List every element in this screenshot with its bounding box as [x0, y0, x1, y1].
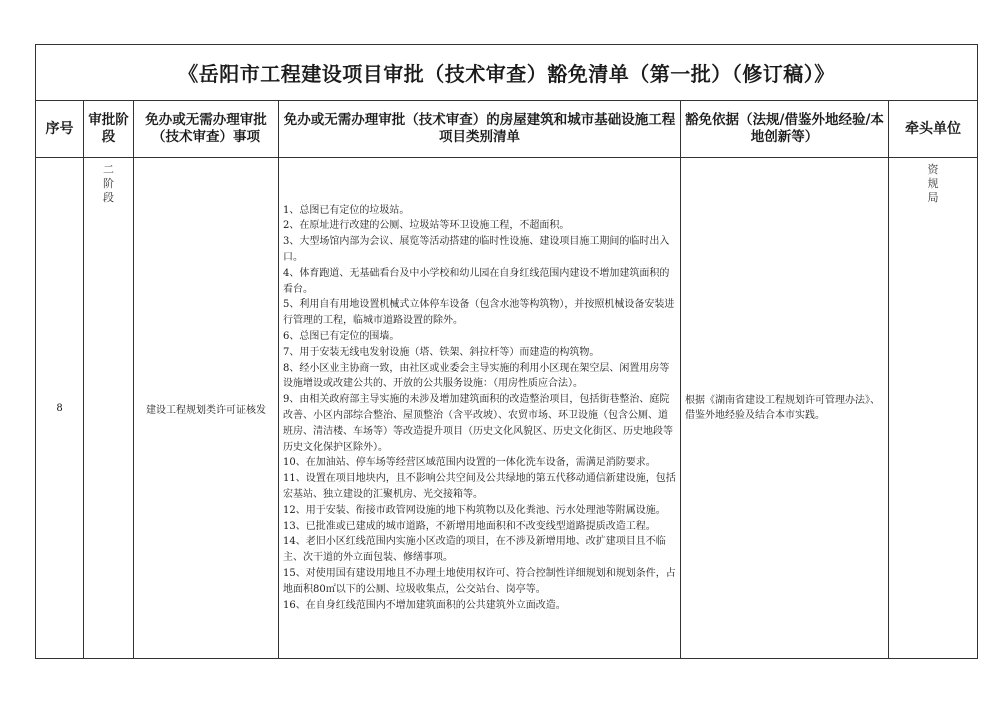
list-item: 9、由相关政府部主导实施的未涉及增加建筑面积的改造整治项目，包括街巷整治、庭院改善、小区内部综合整治、屋顶整治（含平改坡）、农贸市场、环卫设施（包含公厕、道班房、清洁楼、车场等）等改造提升项目（历史文化风貌区、历史文化街区、历史地段等历史文化保护区除外）。 [283, 394, 673, 453]
list-item: 1、总图已有定位的垃圾站。 [283, 204, 410, 216]
row-stage-cell [84, 158, 134, 659]
row-stage: 二阶段 [103, 163, 114, 204]
header-seq: 序号 [36, 101, 84, 158]
row-lead-cell [889, 158, 978, 659]
header-stage: 审批阶段 [84, 101, 134, 158]
list-item: 10、在加油站、停车场等经营区域范围内设置的一体化洗车设备，需满足消防要求。 [283, 457, 656, 469]
list-item: 14、老旧小区红线范围内实施小区改造的项目，在不涉及新增用地、改扩建项目且不临主、次干道的外立面包装、修缮事项。 [283, 536, 666, 564]
row-item: 建设工程规划类许可证核发 [134, 158, 279, 659]
list-item: 16、在自身红线范围内不增加建筑面积的公共建筑外立面改造。 [283, 599, 566, 611]
list-item: 15、对使用国有建设用地且不办理土地使用权许可、符合控制性详细规划和规划条件，占地面积80㎡以下的公厕、垃圾收集点，公交站台、岗亭等。 [283, 567, 676, 595]
list-item: 3、大型场馆内部为会议、展览等活动搭建的临时性设施、建设项目施工期间的临时出入口。 [283, 236, 670, 264]
list-item: 2、在原址进行改建的公厕、垃圾站等环卫设施工程，不超面积。 [283, 220, 570, 232]
list-item: 4、体育跑道、无基础看台及中小学校和幼儿园在自身红线范围内建设不增加建筑面积的看台。 [283, 267, 670, 295]
row-seq: 8 [36, 158, 84, 659]
row-basis: 根据《湖南省建设工程规划许可管理办法》、借鉴外地经验及结合本市实践。 [681, 158, 889, 659]
header-lead: 牵头单位 [889, 101, 978, 158]
list-item: 7、用于安装无线电发射设施（塔、铁架、斜拉杆等）而建造的构筑物。 [283, 346, 600, 358]
project-category-list [283, 203, 676, 614]
row-lead: 资规局 [927, 163, 939, 204]
row-list-cell [279, 158, 681, 659]
header-item: 免办或无需办理审批（技术审查）事项 [134, 101, 279, 158]
list-item: 12、用于安装、衔接市政管网设施的地下构筑物以及化粪池、污水处理池等附属设施。 [283, 504, 666, 516]
document-title: 《岳阳市工程建设项目审批（技术审查）豁免清单（第一批）（修订稿）》 [36, 45, 978, 101]
list-item: 13、已批准或已建成的城市道路，不新增用地面积和不改变线型道路提质改造工程。 [283, 520, 656, 532]
list-item: 11、设置在项目地块内，且不影响公共空间及公共绿地的第五代移动通信新建设施，包括宏基站、独立建设的汇聚机房、光交接箱等。 [283, 473, 676, 500]
list-item: 8、经小区业主协商一致，由社区或业委会主导实施的利用小区现在架空层、闲置用房等设施增设或改建公共的、开放的公共服务设施：（用房性质应合法）。 [283, 362, 670, 390]
list-item: 6、总图已有定位的围墙。 [283, 331, 400, 343]
header-list: 免办或无需办理审批（技术审查）的房屋建筑和城市基础设施工程项目类别清单 [279, 101, 681, 158]
header-basis: 豁免依据（法规/借鉴外地经验/本地创新等） [681, 101, 889, 158]
table-row [36, 158, 978, 659]
list-item: 5、利用自有用地设置机械式立体停车设备（包含水池等构筑物），并按照机械设备安装进行管理的工程，临城市道路设置的除外。 [283, 299, 675, 327]
exemption-table [35, 44, 978, 659]
table-header-row [36, 101, 978, 158]
